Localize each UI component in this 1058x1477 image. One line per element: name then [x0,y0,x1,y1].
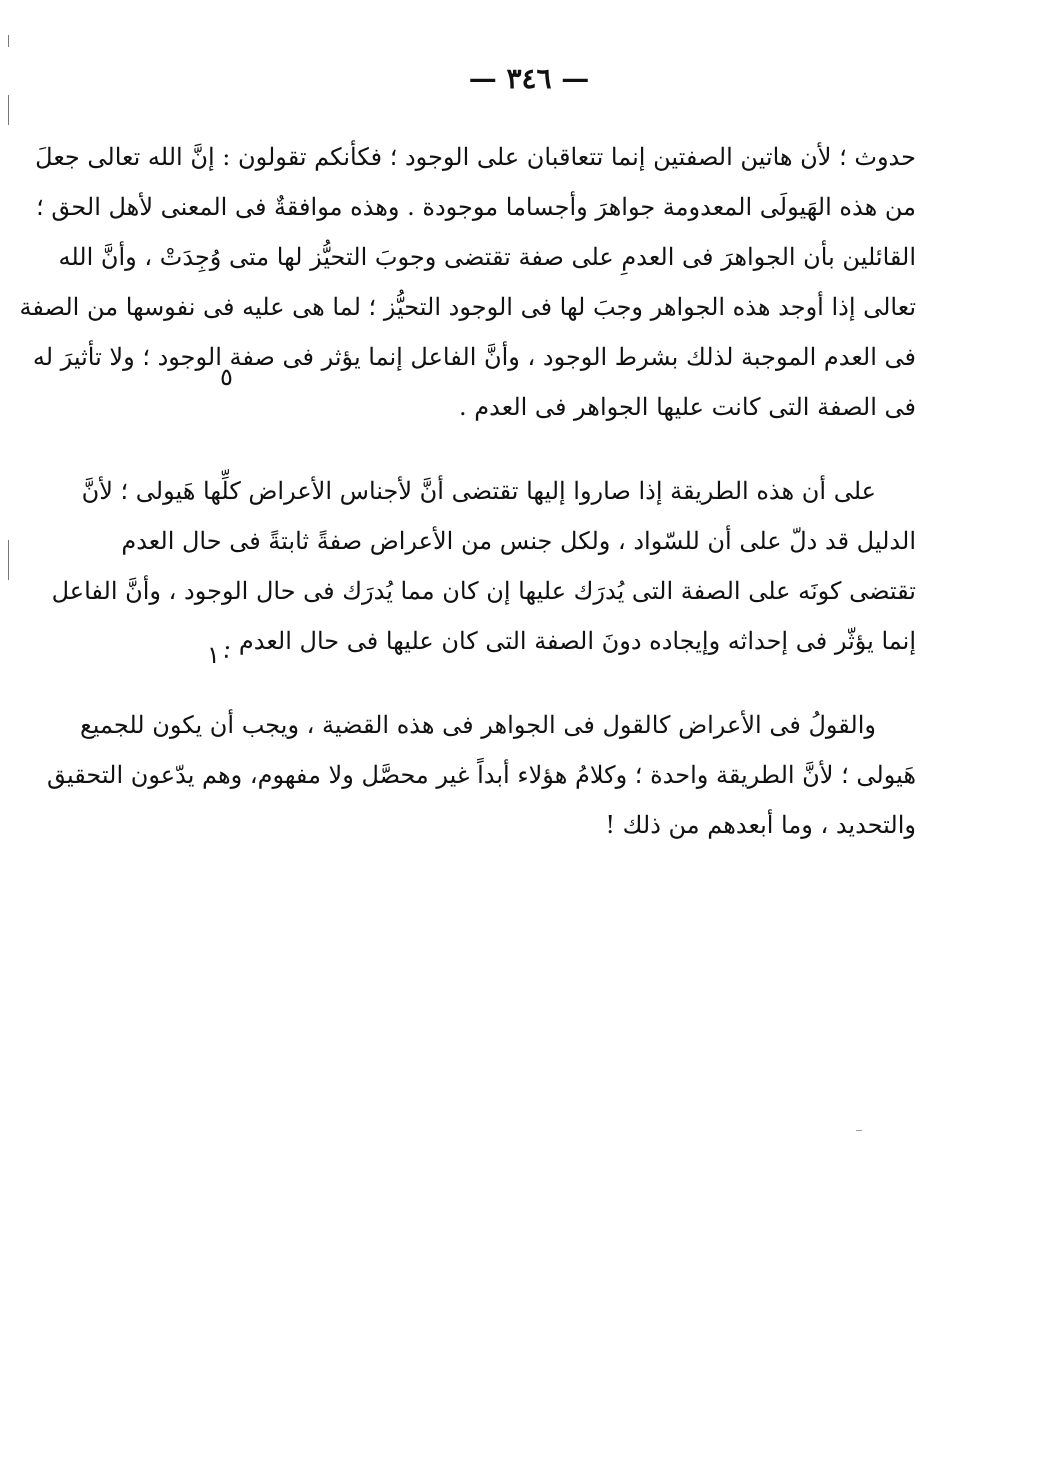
text-line: والقولُ فى الأعراض كالقول فى الجواهر فى هذه القضية ، ويجب أن يكون للجميع [79,711,876,739]
line-number-10: ١٠ [207,641,233,669]
text-line: فى الصفة التى كانت عليها الجواهر فى العدم . [459,393,916,421]
text-line: تعالى إذا أوجد هذه الجواهر وجبَ لها فى الوجود التحيُّز ؛ لما هى عليه فى نفوسها من الصفة [19,293,916,321]
text-line: حدوث ؛ لأن هاتين الصفتين إنما تتعاقبان على الوجود ؛ فكأنكم تقولون : إنَّ الله تعالى جعلَ [35,143,916,171]
text-line: تقتضى كونَه على الصفة التى يُدرَك عليها إن كان مما يُدرَك فى حال الوجود ، وأنَّ الفاعل [51,577,916,605]
scan-speck [856,1130,862,1131]
page-number: — ٣٤٦ — [468,62,590,95]
text-line: الدليل قد دلّ على أن للسّواد ، ولكل جنس من الأعراض صفةً ثابتةً فى حال العدم [121,527,916,555]
paragraph-2 [51,466,916,666]
text-line: من هذه الهَيولَى المعدومة جواهرَ وأجساما موجودة . وهذه موافقةٌ فى المعنى لأهل الحق ؛ [36,193,916,221]
text-line: والتحديد ، وما أبعدهم من ذلك ! [605,811,916,839]
text-line: القائلين بأن الجواهرَ فى العدمِ على صفة تقتضى وجوبَ التحيُّز لها متى وُجِدَتْ ، وأنَّ الله [58,243,916,271]
text-line: فى العدم الموجبة لذلك بشرط الوجود ، وأنَّ الفاعل إنما يؤثر فى صفة الوجود ؛ ولا تأثيرَ له [32,343,916,371]
text-line: إنما يؤثّر فى إحداثه وإيجاده دونَ الصفة التى كان عليها فى حال العدم . [223,627,916,655]
paragraph-1 [19,132,916,432]
margin-mark [8,540,9,580]
text-line: هَيولى ؛ لأنَّ الطريقة واحدة ؛ وكلامُ هؤلاء أبداً غير محصَّل ولا مفهوم، وهم يدّعون التحقيق [47,761,916,789]
margin-mark [8,35,9,47]
line-number-5: ٥ [220,363,233,391]
margin-mark [8,95,9,125]
paragraph-3 [47,700,916,850]
text-line: على أن هذه الطريقة إذا صاروا إليها تقتضى أنَّ لأجناس الأعراض كلِّها هَيولى ؛ لأنَّ [81,477,876,505]
